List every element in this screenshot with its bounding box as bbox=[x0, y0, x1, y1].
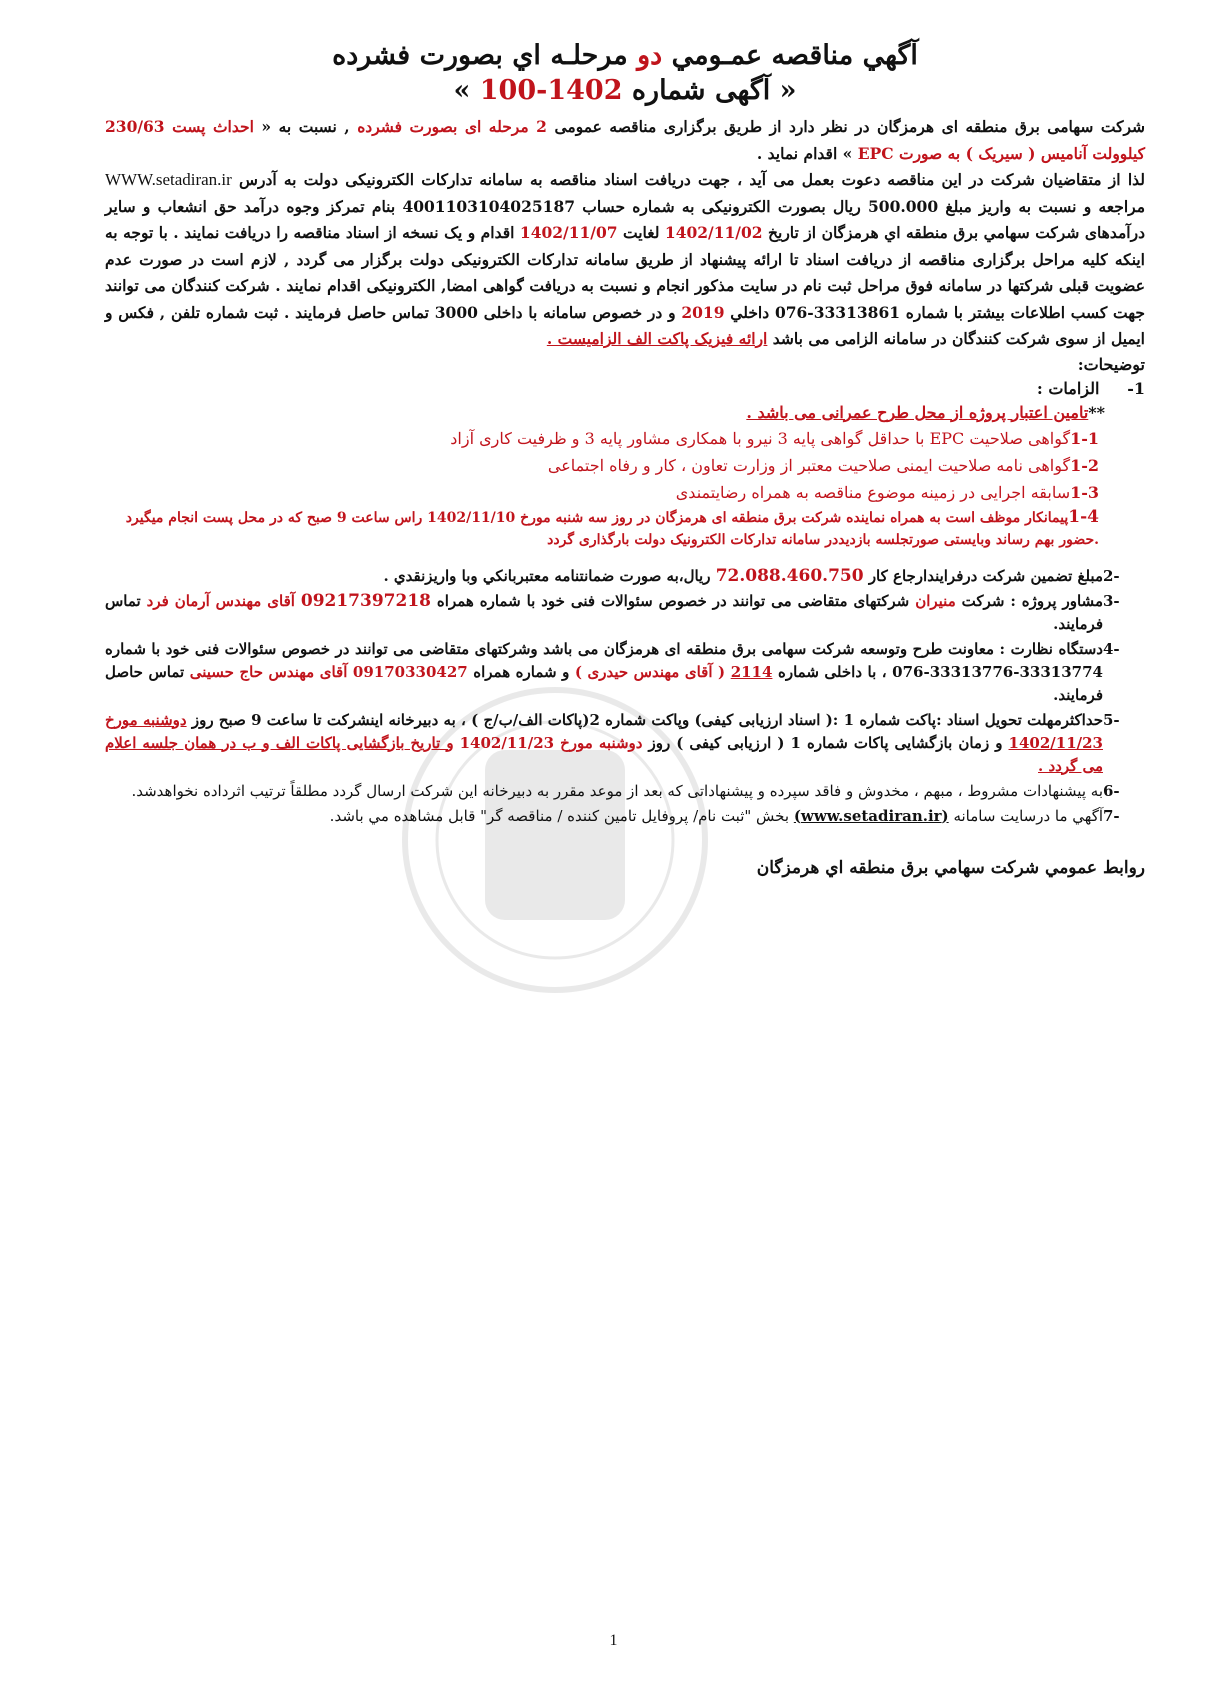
text: لغایت bbox=[622, 223, 660, 242]
signature: روابط عمومي شرکت سهامي برق منطقه اي هرمزگان bbox=[756, 857, 1145, 878]
notes-label: توضیحات: bbox=[1077, 354, 1145, 374]
page-title bbox=[105, 40, 1145, 71]
item-number: 1-3 bbox=[1070, 482, 1099, 502]
requirement-list bbox=[105, 425, 1145, 551]
text: , نسبت به « bbox=[261, 117, 350, 136]
setadiran-site-link[interactable]: (www.setadiran.ir) bbox=[793, 806, 949, 825]
requirement-item bbox=[105, 506, 1099, 551]
extension-number: 2019 bbox=[681, 302, 725, 322]
page-number: 1 bbox=[609, 1632, 618, 1649]
start-date: 1402/11/02 bbox=[664, 223, 763, 242]
title-highlight: دو bbox=[637, 40, 663, 71]
numbered-list bbox=[105, 565, 1145, 828]
item-number: 1-1 bbox=[1070, 428, 1099, 448]
item-number: 3- bbox=[1103, 591, 1120, 610]
notice-number: 1402-100 bbox=[479, 75, 623, 106]
notice-number-title bbox=[105, 75, 1145, 106]
requirement-item bbox=[105, 452, 1099, 479]
item-text: گواهی نامه صلاحیت ایمنی صلاحیت معتبر از وزارت تعاون ، کار و رفاه اجتماعی bbox=[547, 455, 1071, 475]
project-title: احداث پست 230/63 کیلوولت آنامیس ( سیریک ) به صورت EPC bbox=[105, 117, 1145, 163]
list-item bbox=[105, 638, 1145, 707]
supervisor-contact: آقای مهندس حاج حسینی bbox=[189, 662, 348, 681]
guarantee-amount: 72.088.460.750 bbox=[715, 565, 864, 586]
list-item bbox=[105, 565, 1145, 588]
item-text: شرکتهای متقاضی می توانند در خصوص سئوالات فنی خود با شماره همراه bbox=[436, 591, 910, 610]
list-item bbox=[105, 590, 1145, 636]
item-text: مشاور پروژه : شرکت bbox=[961, 591, 1103, 610]
consultant-contact: آقای مهندس آرمان فرد bbox=[146, 591, 295, 610]
item-text: سابقه اجرایی در زمینه موضوع مناقصه به همراه رضایتمندی bbox=[675, 482, 1071, 502]
title-part: مرحلـه اي بصورت فشرده bbox=[332, 40, 628, 71]
item-text: پیمانکار موظف است به همراه نماینده شرکت برق منطقه ای هرمزگان در روز سه شنبه مورخ 1402/11/10 راس ساعت 9 صبح که در محل پست انجام میگیرد .حضور بهم رساند وبایستی صورتجلسه بازدیددر سامانه تدارکات الکترونیک دولت بارگذاری گردد bbox=[125, 509, 1099, 548]
text: شرکت سهامی برق منطقه ای هرمزگان در نظر دارد از طریق برگزاری مناقصه عمومی bbox=[554, 117, 1145, 136]
item-number: 7- bbox=[1103, 806, 1120, 825]
item-number: 1-2 bbox=[1070, 455, 1099, 475]
list-item bbox=[105, 805, 1145, 828]
item-number: 1-4 bbox=[1068, 506, 1099, 527]
item-text: حداکثرمهلت تحویل اسناد :پاکت شماره 1 :( اسناد ارزیابی کیفی) وپاکت شماره 2(پاکات الف/ب/ج ) ، به دبیرخانه اینشرکت تا ساعت 9 صبح روز bbox=[191, 710, 1103, 729]
opening-date: دوشنبه مورخ 1402/11/23 bbox=[459, 733, 643, 752]
supervisor-phone: 09170330427 bbox=[352, 662, 468, 681]
item-number: 6- bbox=[1103, 781, 1120, 800]
title-part: » bbox=[453, 75, 471, 106]
item-text: مبلغ تضمین شرکت درفرایندارجاع کار bbox=[868, 566, 1103, 585]
item-text: دستگاه نظارت : معاونت طرح وتوسعه شرکت سهامی برق منطقه ای هرمزگان می باشد وشرکتهای متقاضی می توانند در خصوص سئوالات فنی خود با شماره 33313774-33313776-076 ، با داخلی شماره bbox=[105, 639, 1103, 681]
item-number: 1- bbox=[1127, 378, 1145, 398]
document-page bbox=[105, 40, 1145, 878]
body-paragraph bbox=[105, 167, 1145, 353]
item-text: تماس فرمایند. bbox=[105, 591, 1103, 633]
physical-envelope-note: ارائه فیزیک پاکت الف الزامیست . bbox=[546, 329, 768, 348]
deadline-date: دوشنبه مورخ 1402/11/23 bbox=[105, 710, 1103, 752]
list-item bbox=[105, 709, 1145, 778]
opening-note: و تاریخ بازگشایی پاکات الف و ب در همان جلسه اعلام می گردد . bbox=[105, 733, 1103, 775]
item-text: گواهی صلاحیت EPC با حداقل گواهی پایه 3 نیرو با همکاری مشاور پایه 3 و ظرفیت کاری آزاد bbox=[450, 428, 1071, 448]
item-text: و زمان بازگشایی پاکات شماره 1 ( ارزیابی کیفی ) روز bbox=[648, 733, 1003, 752]
list-item bbox=[105, 780, 1145, 803]
text: » اقدام نماید . bbox=[756, 143, 853, 163]
title-part: آگهي مناقصه عمـومي bbox=[671, 40, 918, 71]
requirements-heading bbox=[105, 377, 1145, 401]
text: و در خصوص سامانه با داخلی 3000 تماس حاصل فرمایند . ثبت شماره تلفن , فکس و ایمیل از سوی شرکت کنندگان در سامانه الزامی می باشد bbox=[105, 302, 1145, 348]
text: مراجعه و نسبت به واریز مبلغ 500.000 ریال بصورت الکترونیکی به شماره حساب 4001103104025187 بنام تمرکز وجوه درآمد حق انشعاب و سایر درآمدهای شرکت سهامي برق منطقه اي هرمزگان از تاریخ bbox=[105, 196, 1145, 242]
requirement-item bbox=[105, 425, 1099, 452]
supervisor-extension: 2114 bbox=[730, 662, 773, 681]
item-text: ریال،به صورت ضمانتنامه معتبربانکي وبا واريزنقدي . bbox=[383, 566, 711, 585]
item-text: تماس حاصل فرمایند. bbox=[105, 662, 1103, 704]
title-part: « آگهی شماره bbox=[631, 75, 797, 106]
item-text: بخش "ثبت نام/ پروفایل تامین کننده / مناقصه گر" قابل مشاهده مي باشد. bbox=[329, 806, 790, 825]
intro-paragraph bbox=[105, 114, 1145, 167]
item-text: و شماره همراه bbox=[473, 662, 570, 681]
funding-note: تامین اعتبار پروژه از محل طرح عمرانی می باشد . bbox=[746, 402, 1089, 422]
star-mark: ** bbox=[1088, 402, 1105, 422]
setadiran-link[interactable]: WWW.setadiran.ir bbox=[105, 170, 232, 189]
end-date: 1402/11/07 bbox=[519, 223, 618, 242]
item-number: 4- bbox=[1103, 639, 1120, 658]
requirements-label: الزامات : bbox=[1036, 378, 1100, 398]
consultant-name: منیران bbox=[915, 591, 956, 610]
consultant-phone: 09217397218 bbox=[300, 590, 431, 611]
requirement-item bbox=[105, 479, 1099, 506]
item-number: 5- bbox=[1103, 710, 1120, 729]
supervisor-name: ( آقای مهندس حیدری ) bbox=[574, 662, 726, 681]
text: لذا از متقاضیان شرکت در این مناقصه دعوت بعمل می آید ، جهت دریافت اسناد مناقصه به سامانه تدارکات الکترونیکی دولت به آدرس bbox=[239, 170, 1145, 189]
item-text: آگهي ما درسایت سامانه bbox=[953, 806, 1103, 825]
highlight: 2 مرحله ای بصورت فشرده bbox=[357, 117, 547, 136]
item-text: به پیشنهادات مشروط ، مبهم ، مخدوش و فاقد سپرده و پیشنهاداتی که بعد از موعد مقرر به دبیرخانه این شرکت ارسال گردد مطلقاً ترتیب اثرداده نخواهدشد. bbox=[131, 781, 1103, 800]
text: اقدام و یک نسخه از اسناد مناقصه را دریافت نمایند . با توجه به اینکه کلیه مراحل برگزاری مناقصه از دریافت اسناد تا ارائه پیشنهاد از طریق سامانه تدارکات الکترونیکی دولت برگزار می گردد , لازم است در صورت عدم عضویت قبلی شرکتها در سامانه فوق مراحل ثبت نام در سایت مذکور انجام و نسبت به دریافت گواهی امضا, الکترونیکی اقدام نمایند . شرکت کنندگان می توانند جهت کسب اطلاعات بیشتر با شماره 33313861-076 داخلي bbox=[105, 223, 1145, 322]
requirement-star bbox=[105, 401, 1145, 425]
item-number: 2- bbox=[1103, 566, 1120, 585]
